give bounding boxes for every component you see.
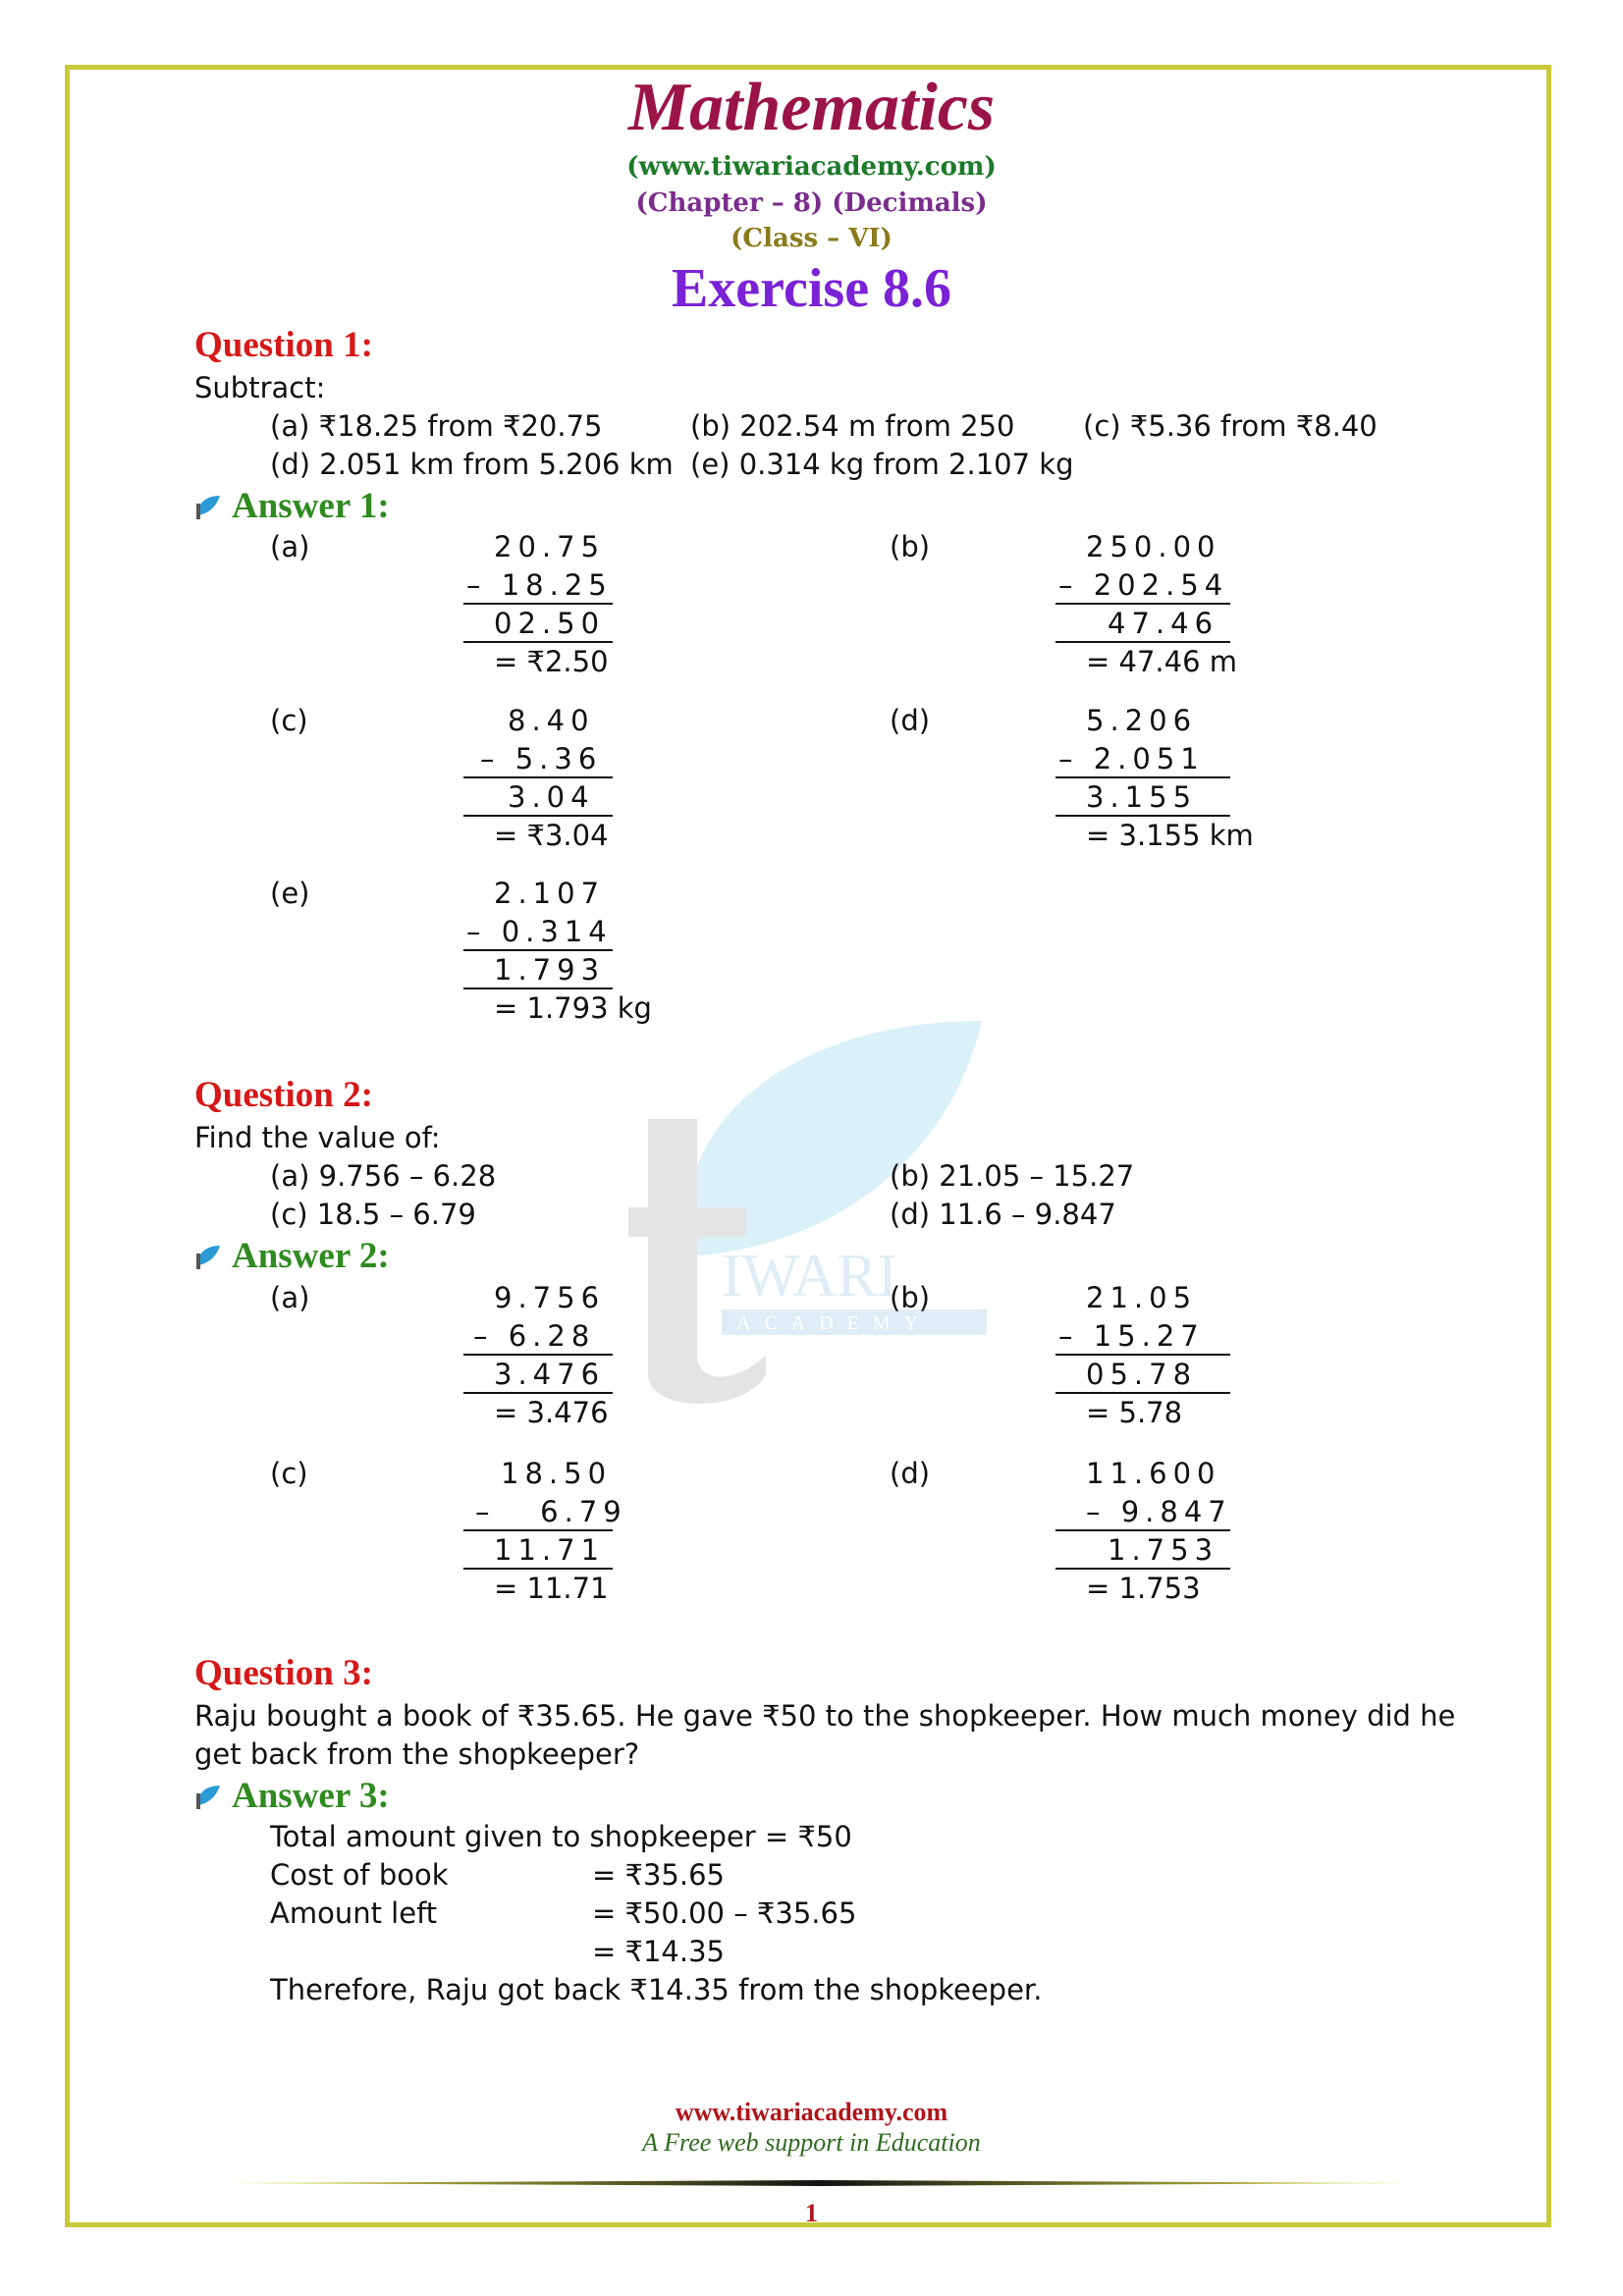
q2-part-b: (b) 21.05 – 15.27	[890, 1159, 1135, 1193]
a1-c-diff: 3.04	[508, 780, 595, 814]
a2-c-sub: – 6.79	[475, 1495, 627, 1528]
question-3-line-1: Raju bought a book of ₹35.65. He gave ₹50 to the shopkeeper. How much money did he	[194, 1699, 1456, 1733]
a1-a-sub: – 18.25	[466, 568, 613, 602]
a2-c-top: 18.50	[501, 1457, 613, 1490]
a1-e-result: = 1.793 kg	[494, 991, 652, 1025]
footer-divider	[231, 2180, 1409, 2186]
a1-b-sub: – 202.54	[1058, 568, 1229, 602]
exercise-title: Exercise 8.6	[671, 258, 952, 319]
a1-c-top: 8.40	[508, 704, 595, 737]
q1-part-c: (c) ₹5.36 from ₹8.40	[1083, 409, 1378, 443]
a1-b-diff: 47.46	[1108, 607, 1219, 640]
footer-website-link[interactable]: www.tiwariacademy.com	[675, 2098, 948, 2126]
a3-row-4-value: = ₹14.35	[592, 1935, 725, 1968]
q1-part-e: (e) 0.314 kg from 2.107 kg	[690, 448, 1074, 481]
a2-label-c: (c)	[270, 1457, 308, 1490]
q2-part-d: (d) 11.6 – 9.847	[890, 1198, 1116, 1231]
a2-d-top: 11.600	[1086, 1457, 1221, 1490]
a3-row-1: Total amount given to shopkeeper = ₹50	[270, 1820, 852, 1853]
a3-row-2-label: Cost of book	[270, 1858, 449, 1892]
a2-b-rule	[1055, 1354, 1230, 1356]
a1-a-rule2	[463, 641, 613, 643]
a2-c-diff: 11.71	[494, 1533, 606, 1567]
a2-c-result: = 11.71	[494, 1572, 609, 1605]
a1-e-diff: 1.793	[494, 953, 606, 987]
a1-a-result: = ₹2.50	[494, 645, 609, 678]
a2-b-rule2	[1055, 1392, 1230, 1394]
a1-label-b: (b)	[890, 530, 931, 563]
question-1-prompt: Subtract:	[194, 371, 326, 404]
a1-e-top: 2.107	[494, 877, 606, 910]
a2-b-result: = 5.78	[1086, 1396, 1183, 1429]
a1-c-sub: – 5.36	[480, 742, 603, 775]
a2-a-top: 9.756	[494, 1281, 606, 1314]
a1-label-d: (d)	[890, 704, 931, 737]
a2-a-diff: 3.476	[494, 1358, 606, 1391]
q2-part-c: (c) 18.5 – 6.79	[270, 1198, 476, 1231]
a2-a-rule	[463, 1354, 613, 1356]
a1-e-sub: – 0.314	[466, 915, 613, 948]
a2-a-rule2	[463, 1392, 613, 1394]
a1-d-rule2	[1055, 815, 1230, 817]
a1-label-c: (c)	[270, 704, 308, 737]
a2-label-a: (a)	[270, 1281, 310, 1314]
answer-2-heading: Answer 2:	[194, 1235, 390, 1277]
a2-d-rule2	[1055, 1568, 1230, 1570]
answer-1-heading: Answer 1:	[194, 485, 390, 527]
a1-label-e: (e)	[270, 877, 310, 910]
a3-conclusion: Therefore, Raju got back ₹14.35 from the shopkeeper.	[270, 1973, 1043, 2006]
tiwari-leaf-icon	[194, 494, 222, 521]
a1-e-rule	[463, 949, 613, 951]
a2-a-result: = 3.476	[494, 1396, 609, 1429]
a1-d-result: = 3.155 km	[1086, 819, 1254, 852]
q1-part-d: (d) 2.051 km from 5.206 km	[270, 448, 674, 481]
q2-part-a: (a) 9.756 – 6.28	[270, 1159, 497, 1193]
a2-d-rule	[1055, 1529, 1230, 1531]
a1-d-top: 5.206	[1086, 704, 1198, 737]
a2-label-d: (d)	[890, 1457, 931, 1490]
a2-label-b: (b)	[890, 1281, 931, 1314]
header-website: (www.tiwariacademy.com)	[626, 152, 997, 182]
a2-b-top: 21.05	[1086, 1281, 1198, 1314]
a2-d-sub: – 9.847	[1086, 1495, 1232, 1528]
question-2-prompt: Find the value of:	[194, 1121, 441, 1154]
q1-part-b: (b) 202.54 m from 250	[690, 409, 1015, 443]
a2-d-result: = 1.753	[1086, 1572, 1201, 1605]
a1-b-result: = 47.46 m	[1086, 645, 1238, 678]
a2-c-rule2	[463, 1568, 613, 1570]
a3-row-3-label: Amount left	[270, 1896, 438, 1930]
question-3-heading: Question 3:	[194, 1653, 373, 1693]
header-class: (Class – VI)	[730, 224, 893, 253]
page-title: Mathematics	[627, 70, 996, 145]
a2-b-sub: – 15.27	[1058, 1319, 1205, 1353]
a2-a-sub: – 6.28	[473, 1319, 596, 1353]
a2-d-diff: 1.753	[1108, 1533, 1219, 1567]
tiwari-leaf-icon	[194, 1784, 222, 1811]
a1-a-diff: 02.50	[494, 607, 606, 640]
a1-c-rule2	[463, 815, 613, 817]
header-chapter: (Chapter – 8) (Decimals)	[635, 188, 988, 218]
page-number: 1	[805, 2199, 818, 2227]
question-1-heading: Question 1:	[194, 325, 373, 365]
a1-d-diff: 3.155	[1086, 780, 1198, 814]
a1-label-a: (a)	[270, 530, 310, 563]
a1-c-result: = ₹3.04	[494, 819, 609, 852]
question-2-heading: Question 2:	[194, 1075, 373, 1115]
a2-c-rule	[463, 1529, 613, 1531]
footer-tagline: A Free web support in Education	[642, 2128, 981, 2157]
a1-d-rule	[1055, 776, 1230, 778]
a1-e-rule2	[463, 988, 613, 989]
a2-b-diff: 05.78	[1086, 1358, 1198, 1391]
a1-a-top: 20.75	[494, 530, 606, 563]
a1-d-sub: – 2.051	[1058, 742, 1205, 775]
tiwari-leaf-icon	[194, 1244, 222, 1271]
a1-b-top: 250.00	[1086, 530, 1221, 563]
a1-b-rule2	[1055, 641, 1230, 643]
answer-3-heading: Answer 3:	[194, 1775, 390, 1817]
a3-row-2-value: = ₹35.65	[592, 1858, 725, 1892]
watermark-subtext: ACADEMY	[736, 1312, 933, 1334]
question-3-line-2: get back from the shopkeeper?	[194, 1737, 640, 1771]
a1-c-rule	[463, 776, 613, 778]
watermark-text: IWARI	[722, 1243, 898, 1309]
a3-row-3-value: = ₹50.00 – ₹35.65	[592, 1896, 857, 1930]
a1-b-rule	[1055, 603, 1230, 605]
q1-part-a: (a) ₹18.25 from ₹20.75	[270, 409, 603, 443]
a1-a-rule	[463, 603, 613, 605]
